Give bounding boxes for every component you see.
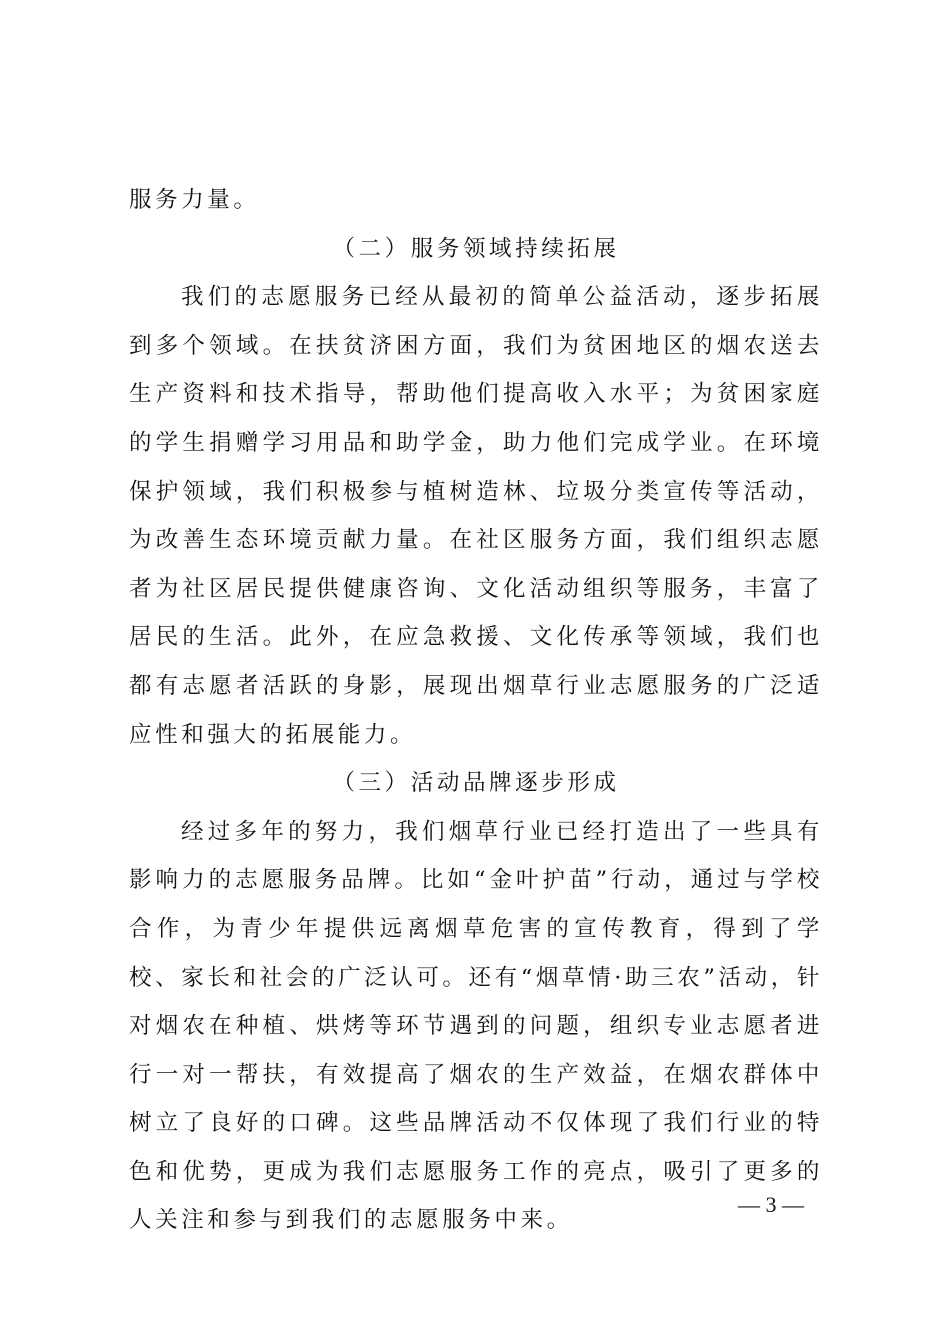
section-3-paragraph: 经过多年的努力，我们烟草行业已经打造出了一些具有影响力的志愿服务品牌。比如“金叶护苗”行动，通过与学校合作，为青少年提供远离烟草危害的宣传教育，得到了学校、家长和社会的广泛认可。还有“烟草情·助三农”活动，针对烟农在种植、烘烤等环节遇到的问题，组织专业志愿者进行一对一帮扶，有效提高了烟农的生产效益，在烟农群体中树立了良好的口碑。这些品牌活动不仅体现了我们行业的特色和优势，更成为我们志愿服务工作的亮点，吸引了更多的人关注和参与到我们的志愿服务中来。 [129,818,823,1234]
section-2-paragraph: 我们的志愿服务已经从最初的简单公益活动，逐步拓展到多个领域。在扶贫济困方面，我们为贫困地区的烟农送去生产资料和技术指导，帮助他们提高收入水平；为贫困家庭的学生捐赠学习用品和助学金，助力他们完成学业。在环境保护领域，我们积极参与植树造林、垃圾分类宣传等活动，为改善生态环境贡献力量。在社区服务方面，我们组织志愿者为社区居民提供健康咨询、文化活动组织等服务，丰富了居民的生活。此外，在应急救援、文化传承等领域，我们也都有志愿者活跃的身影，展现出烟草行业志愿服务的广泛适应性和强大的拓展能力。 [129,284,823,748]
document-body [129,176,823,1245]
section-3-heading: （三）活动品牌逐步形成 [332,770,620,797]
continuation-paragraph: 服务力量。 [129,187,260,213]
page-number: — 3 — [738,1192,804,1217]
section-2-heading: （二）服务领域持续拓展 [332,235,620,262]
